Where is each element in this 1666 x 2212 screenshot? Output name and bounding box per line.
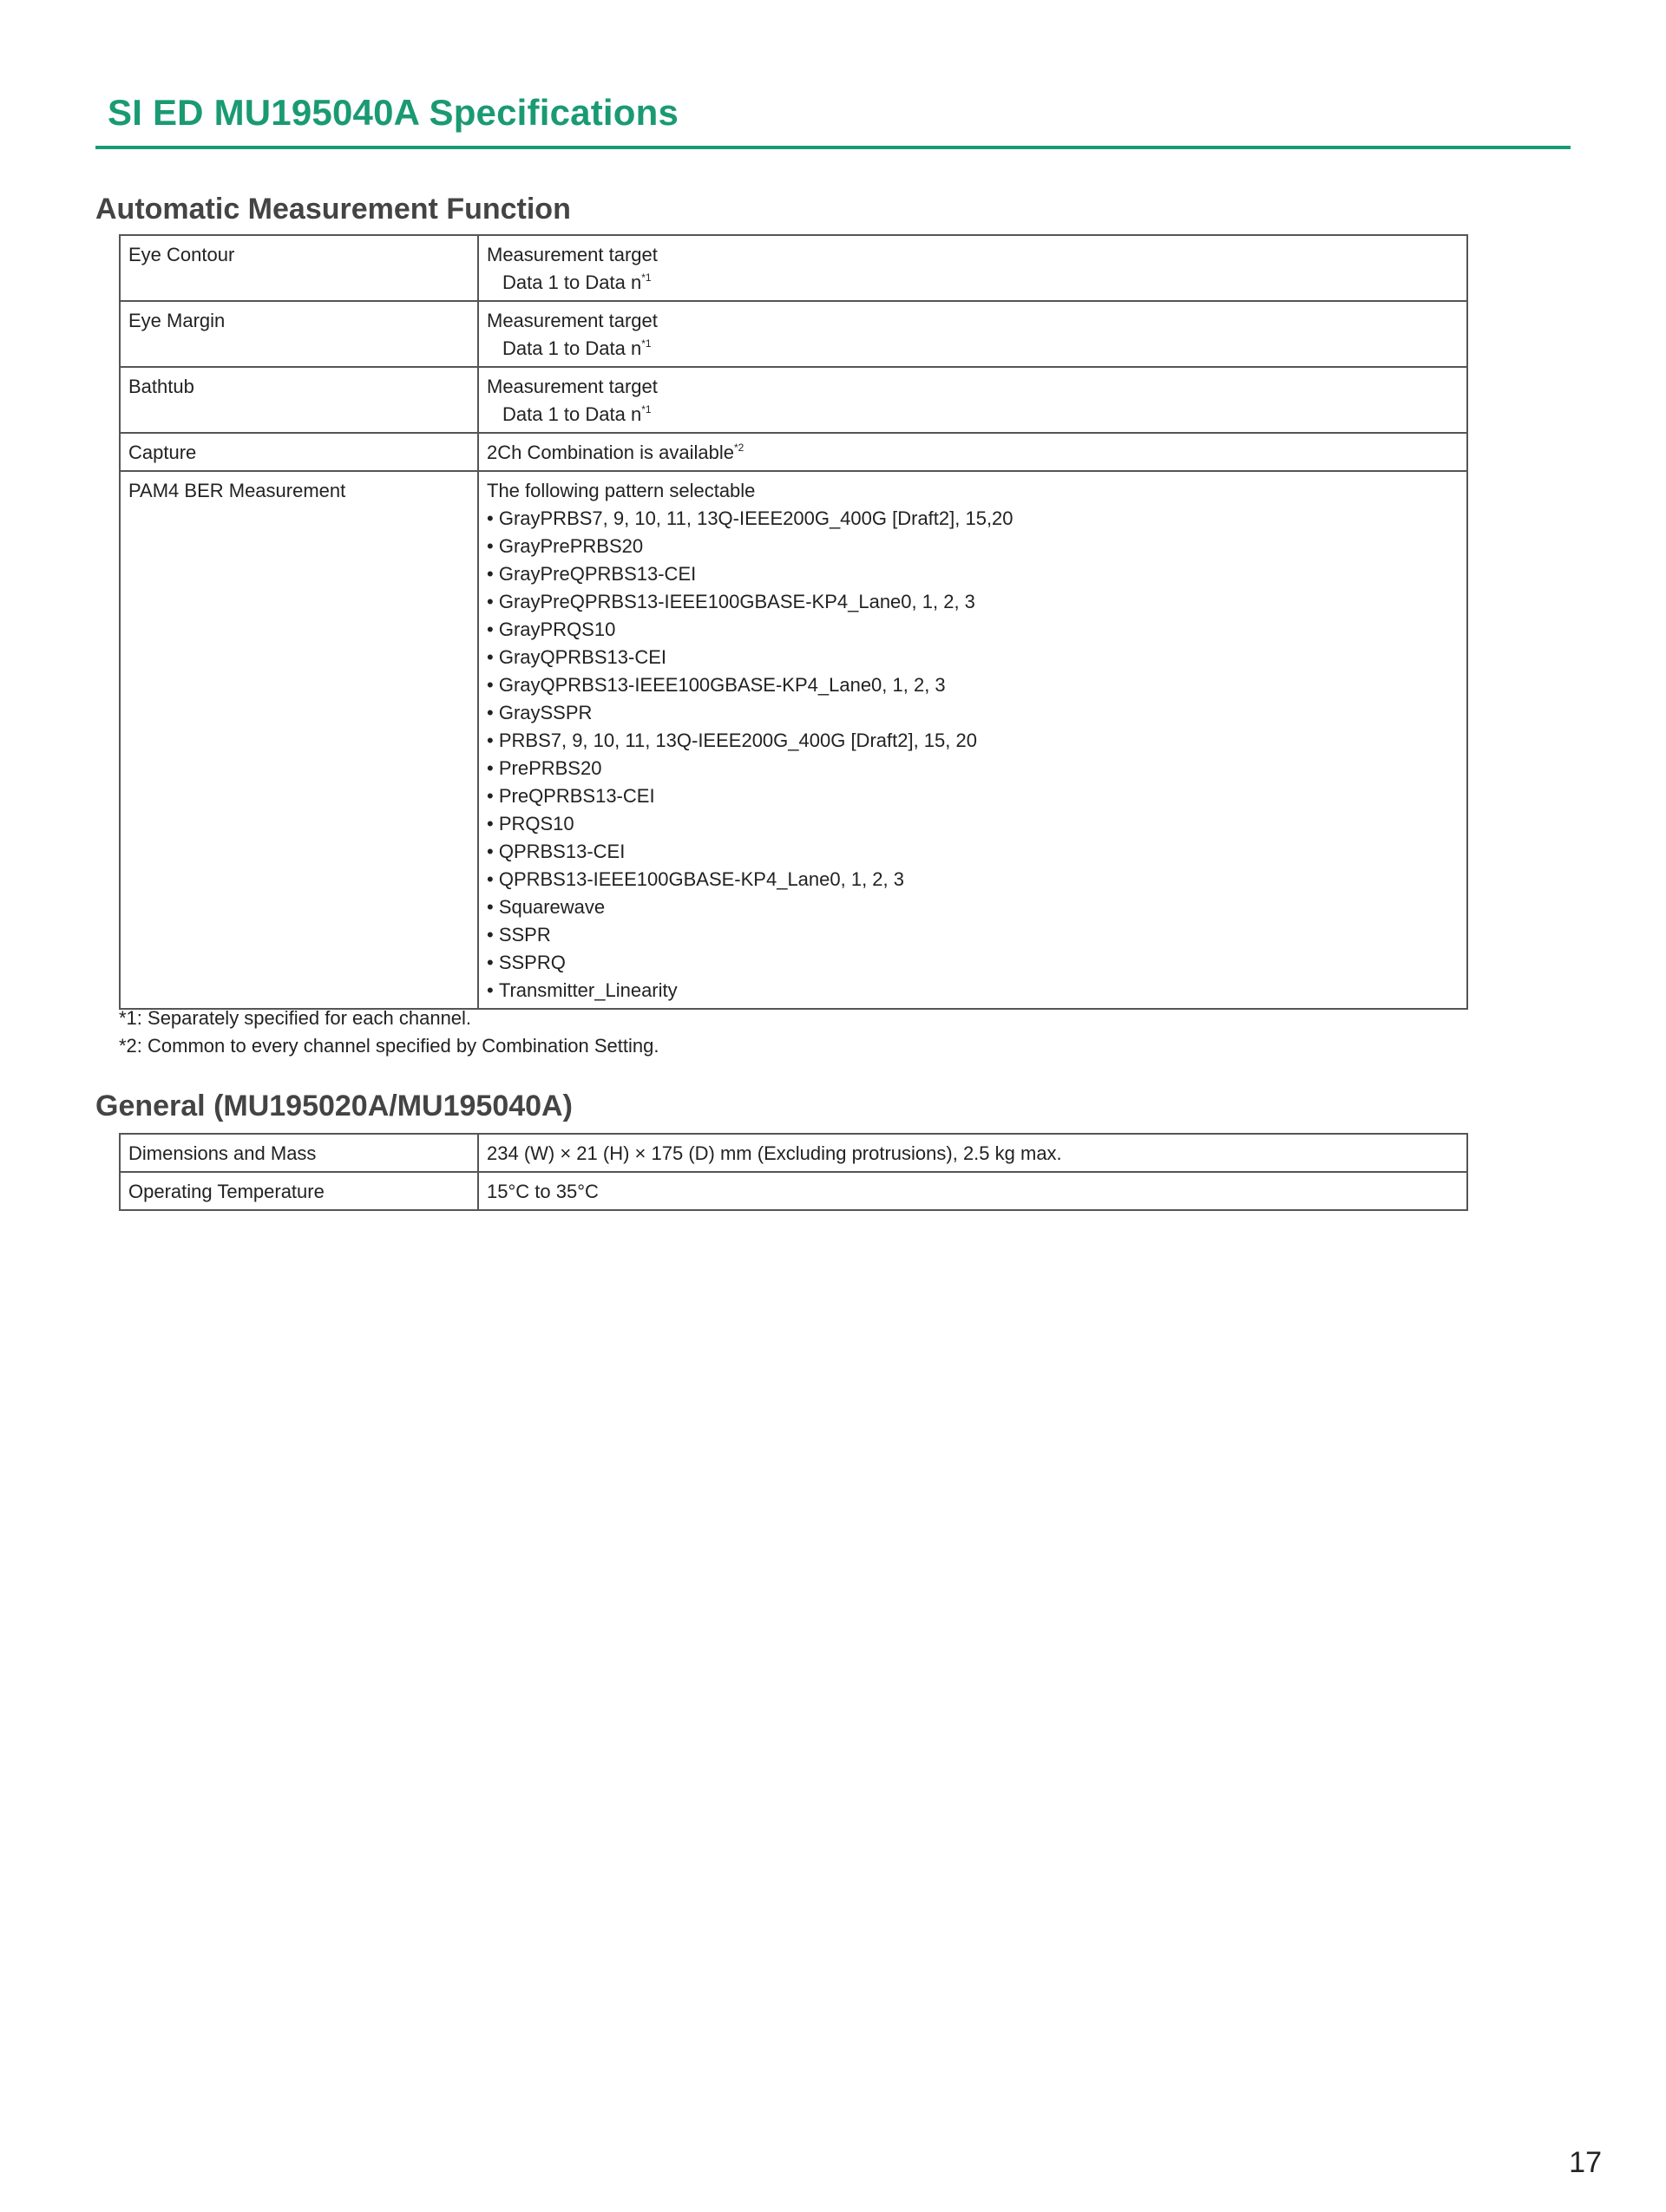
pattern-item: • SSPR — [487, 921, 1459, 949]
measurement-target-label: Measurement target — [487, 310, 658, 331]
pattern-item: • GrayPrePRBS20 — [487, 533, 1459, 560]
measurement-target-label: Measurement target — [487, 244, 658, 265]
pattern-item: • SSPRQ — [487, 949, 1459, 977]
pattern-item: • PRQS10 — [487, 810, 1459, 838]
pattern-list — [487, 505, 1459, 1005]
measurement-target-range: Data 1 to Data $n^{*1}$ — [502, 403, 652, 425]
footnote-2: *2: Common to every channel specified by Combination Setting. — [119, 1035, 659, 1057]
row-label-bathtub: Bathtub — [120, 367, 478, 433]
pattern-item: • GrayQPRBS13-IEEE100GBASE-KP4_Lane0, 1, 2, 3 — [487, 671, 1459, 699]
pattern-item: • PreQPRBS13-CEI — [487, 782, 1459, 810]
footnote-ref: *1 — [641, 337, 652, 350]
section-heading-general: General (MU195020A/MU195040A) — [95, 1090, 573, 1122]
pattern-item: • GraySSPR — [487, 699, 1459, 727]
table-row — [120, 235, 1467, 301]
measurement-target-range: Data 1 to Data $n^{*1}$ — [502, 272, 652, 293]
footnotes — [119, 1005, 659, 1060]
table-row — [120, 301, 1467, 367]
footnote-ref: *2 — [733, 442, 744, 454]
pattern-item: • GrayPreQPRBS13-IEEE100GBASE-KP4_Lane0, 1, 2, 3 — [487, 588, 1459, 616]
footnote-ref: *1 — [641, 403, 652, 416]
table-row — [120, 433, 1467, 471]
measurement-target-label: Measurement target — [487, 376, 658, 397]
row-value-dimensions: 234 (W) × 21 (H) × 175 (D) mm (Excluding protrusions), 2.5 kg max. — [478, 1134, 1467, 1172]
pattern-item: • GrayPRQS10 — [487, 616, 1459, 644]
general-table — [119, 1133, 1468, 1211]
pattern-item: • GrayPreQPRBS13-CEI — [487, 560, 1459, 588]
footnote-1: *1: Separately specified for each channel. — [119, 1007, 472, 1029]
row-label-eye-margin: Eye Margin — [120, 301, 478, 367]
table-row — [120, 471, 1467, 1009]
footnote-ref: *1 — [641, 272, 652, 284]
table-row — [120, 1134, 1467, 1172]
page-number: 17 — [1569, 2146, 1602, 2179]
row-label-eye-contour: Eye Contour — [120, 235, 478, 301]
page-header — [95, 85, 1571, 149]
table-row — [120, 1172, 1467, 1210]
pattern-item: • PrePRBS20 — [487, 755, 1459, 782]
pattern-item: • PRBS7, 9, 10, 11, 13Q-IEEE200G_400G [Draft2], 15, 20 — [487, 727, 1459, 755]
pattern-intro: The following pattern selectable — [487, 480, 756, 501]
row-value-pam4-ber — [478, 471, 1467, 1009]
row-value-eye-margin — [478, 301, 1467, 367]
pattern-item: • Squarewave — [487, 893, 1459, 921]
row-value-operating-temperature: 15°C to 35°C — [478, 1172, 1467, 1210]
table-row — [120, 367, 1467, 433]
measurement-target-range: Data 1 to Data $n^{*1}$ — [502, 337, 652, 359]
row-label-dimensions: Dimensions and Mass — [120, 1134, 478, 1172]
row-value-bathtub — [478, 367, 1467, 433]
row-label-pam4-ber: PAM4 BER Measurement — [120, 471, 478, 1009]
row-value-eye-contour — [478, 235, 1467, 301]
row-label-operating-temperature: Operating Temperature — [120, 1172, 478, 1210]
pattern-item: • QPRBS13-CEI — [487, 838, 1459, 866]
row-value-capture: 2Ch Combination is available$^{*2}$ — [478, 433, 1467, 471]
page-title: SI ED MU195040A Specifications — [108, 92, 679, 133]
pattern-item: • GrayQPRBS13-CEI — [487, 644, 1459, 671]
pattern-item: • QPRBS13-IEEE100GBASE-KP4_Lane0, 1, 2, 3 — [487, 866, 1459, 893]
row-label-capture: Capture — [120, 433, 478, 471]
automatic-measurement-table — [119, 234, 1468, 1010]
pattern-item: • GrayPRBS7, 9, 10, 11, 13Q-IEEE200G_400G [Draft2], 15,20 — [487, 505, 1459, 533]
section-heading-automatic-measurement: Automatic Measurement Function — [95, 193, 571, 226]
pattern-item: • Transmitter_Linearity — [487, 977, 1459, 1005]
